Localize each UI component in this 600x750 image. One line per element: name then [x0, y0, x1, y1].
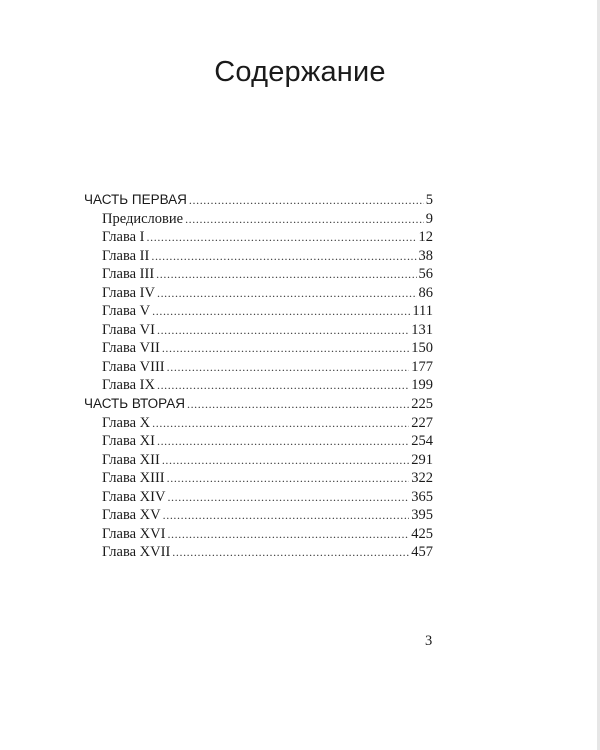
toc-chapter-entry	[84, 359, 433, 378]
toc-entry-page: 131	[411, 321, 433, 338]
toc-entry-label: Глава V	[102, 303, 151, 320]
toc-entry-label: Глава XVII	[102, 544, 171, 561]
toc-entry-page: 9	[425, 210, 433, 227]
page-title: Содержание	[214, 56, 386, 88]
toc-dot-leader	[163, 508, 410, 523]
toc-dot-leader	[157, 434, 409, 449]
toc-chapter-entry	[84, 452, 433, 471]
toc-entry-page: 225	[411, 396, 433, 413]
toc-entry-label: Глава XII	[102, 451, 160, 468]
toc-chapter-entry	[84, 340, 433, 359]
toc-chapter-entry	[84, 266, 433, 285]
toc-chapter-entry	[84, 544, 433, 563]
toc-dot-leader	[167, 360, 410, 375]
toc-entry-label: Глава III	[102, 266, 155, 283]
toc-entry-page: 227	[411, 414, 433, 431]
toc-dot-leader	[157, 378, 409, 393]
toc-entry-page: 425	[411, 525, 433, 542]
toc-entry-page: 291	[411, 451, 433, 468]
toc-entry-label: Глава II	[102, 247, 150, 264]
toc-entry-label: Глава XIII	[102, 470, 165, 487]
toc-entry-label: ЧАСТЬ ПЕРВАЯ	[84, 192, 187, 207]
toc-chapter-entry	[84, 415, 433, 434]
toc-entry-label: Глава XIV	[102, 488, 166, 505]
toc-entry-page: 86	[418, 284, 433, 301]
toc-chapter-entry	[84, 303, 433, 322]
toc-entry-label: Глава VI	[102, 321, 155, 338]
toc-dot-leader	[167, 527, 409, 542]
toc-entry-label: Глава XV	[102, 507, 161, 524]
toc-dot-leader	[162, 341, 409, 356]
toc-dot-leader	[147, 230, 417, 245]
toc-chapter-entry	[84, 211, 433, 230]
toc-entry-label: ЧАСТЬ ВТОРАЯ	[84, 396, 185, 412]
toc-entry-page: 111	[412, 303, 433, 320]
toc-chapter-entry	[84, 470, 433, 489]
toc-dot-leader	[157, 286, 417, 301]
toc-dot-leader	[156, 267, 416, 282]
toc-entry-label: Глава XVI	[102, 525, 166, 542]
toc-chapter-entry	[84, 248, 433, 267]
toc-dot-leader	[189, 193, 424, 208]
toc-entry-page: 56	[418, 266, 433, 283]
toc-chapter-entry	[84, 322, 433, 341]
toc-entry-page: 150	[411, 340, 433, 357]
toc-entry-label: Глава I	[102, 229, 145, 246]
toc-dot-leader	[167, 471, 410, 486]
toc-chapter-entry	[84, 377, 433, 396]
toc-entry-page: 177	[411, 358, 433, 375]
toc-dot-leader	[152, 416, 409, 431]
toc-entry-page: 199	[411, 377, 433, 394]
toc-entry-page: 395	[411, 507, 433, 524]
toc-dot-leader	[167, 490, 409, 505]
toc-entry-label: Глава VIII	[102, 358, 165, 375]
toc-part-entry	[84, 396, 433, 415]
toc-entry-page: 457	[411, 544, 433, 561]
toc-entry-page: 5	[425, 192, 433, 208]
toc-dot-leader	[162, 453, 409, 468]
toc-chapter-entry	[84, 433, 433, 452]
toc-dot-leader	[157, 323, 409, 338]
toc-entry-label: Глава X	[102, 414, 151, 431]
toc-entry-page: 254	[411, 433, 433, 450]
toc-dot-leader	[152, 304, 410, 319]
toc-entry-label: Глава XI	[102, 433, 155, 450]
toc-chapter-entry	[84, 229, 433, 248]
toc-dot-leader	[172, 545, 409, 560]
toc-entry-page: 365	[411, 488, 433, 505]
toc-chapter-entry	[84, 526, 433, 545]
toc-entry-page: 12	[418, 229, 433, 246]
toc-chapter-entry	[84, 507, 433, 526]
toc-entry-label: Глава IX	[102, 377, 155, 394]
toc-part-entry	[84, 192, 433, 211]
table-of-contents	[84, 192, 433, 563]
toc-chapter-entry	[84, 489, 433, 508]
toc-entry-label: Глава IV	[102, 284, 155, 301]
toc-entry-label: Предисловие	[102, 210, 184, 227]
page-number: 3	[425, 633, 433, 649]
toc-entry-page: 38	[418, 247, 433, 264]
toc-entry-page: 322	[411, 470, 433, 487]
toc-dot-leader	[151, 249, 416, 264]
toc-chapter-entry	[84, 285, 433, 304]
toc-dot-leader	[185, 212, 424, 227]
toc-entry-label: Глава VII	[102, 340, 160, 357]
toc-dot-leader	[187, 397, 409, 412]
